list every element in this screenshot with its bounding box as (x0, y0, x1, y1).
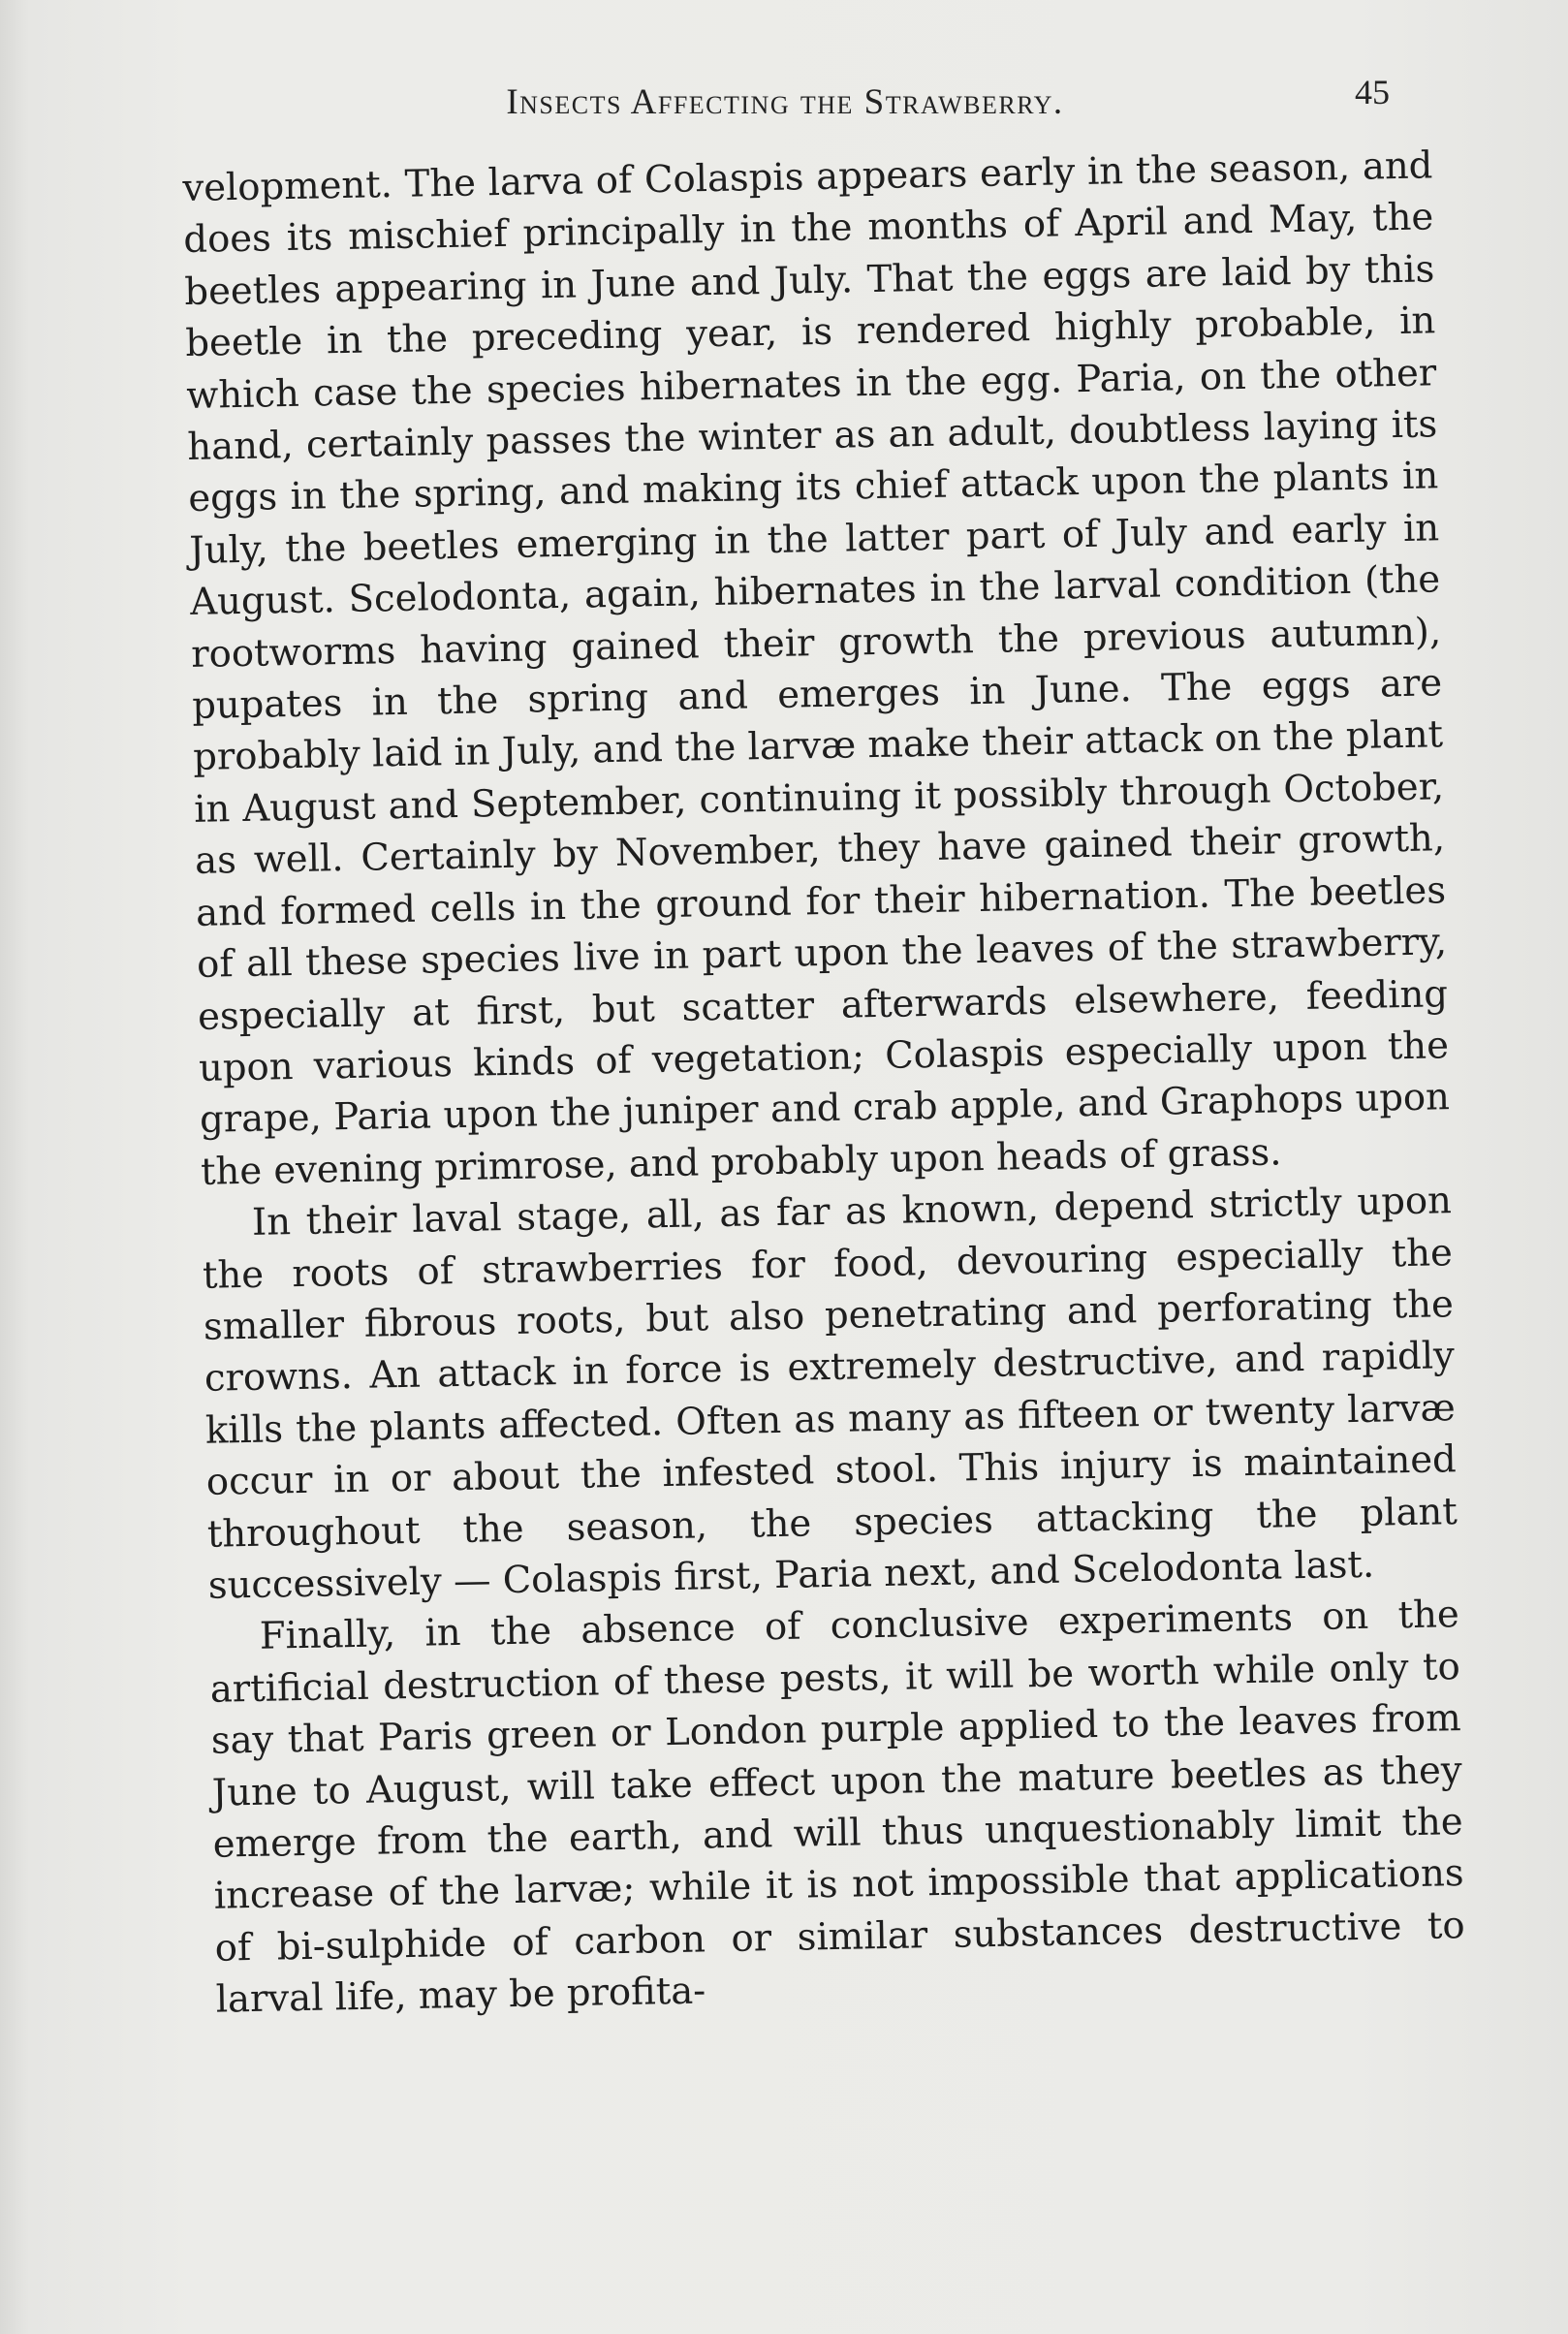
running-head: Insects Affecting the Strawberry. (506, 82, 1064, 122)
paragraph-finally: Finally, in the absence of conclusive experiments on the artificial destruction of these pests, it will be worth while only to say that Paris green or London purple applied to the leaves from June to August, will take effect upon the mature beetles as they emerge from the earth, and will thus unquestionably limit the increase of the larvæ; while it is not impossible that applications of bi-sulphide of carbon or similar substances destructive to larval life, may be profita- (209, 1593, 1465, 2022)
paragraph-continued: velopment. The larva of Colaspis appears early in the season, and does its mischief principally in the months of April and May, the beetles appearing in June and July. That the eggs are laid by this beetle in the preceding year, is rendered highly probable, in which case the species hibernates in the egg. Paria, on the other hand, certainly passes the winter as an adult, doubtless laying its eggs in the spring, and making its chief attack upon the plants in July, the beetles emerging in the latter part of July and early in August. Scelodonta, again, hibernates in the larval condition (the rootworms having gained their growth the previous autumn), pupates in the spring and emerges in June. The eggs are probably laid in July, and the larvæ make their attack on the plant in August and September, continuing it possibly through October, as well. Certainly by November, they have gained their growth, and formed cells in the ground for their hibernation. The beetles of all these species live in part upon the leaves of the strawberry, especially at first, but scatter afterwards elsewhere, feeding upon various kinds of vegetation; Colaspis especially upon the grape, Paria upon the juniper and crab apple, and Graphops upon the evening primrose, and probably upon heads of grass. (182, 143, 1451, 1194)
body-text (182, 140, 1466, 2026)
paragraph-larval-stage: In their laval stage, all, as far as known, depend strictly upon the roots of strawberries for food, devouring especially the smaller fibrous roots, but also penetrating and perforating the crowns. An attack in force is extremely destructive, and rapidly kills the plants affected. Often as many as fifteen or twenty larvæ occur in or about the infested stool. This injury is maintained throughout the season, the species attacking the plant successively — Colaspis first, Paria next, and Scelodonta last. (202, 1179, 1458, 1608)
page-number: 45 (1355, 73, 1390, 111)
